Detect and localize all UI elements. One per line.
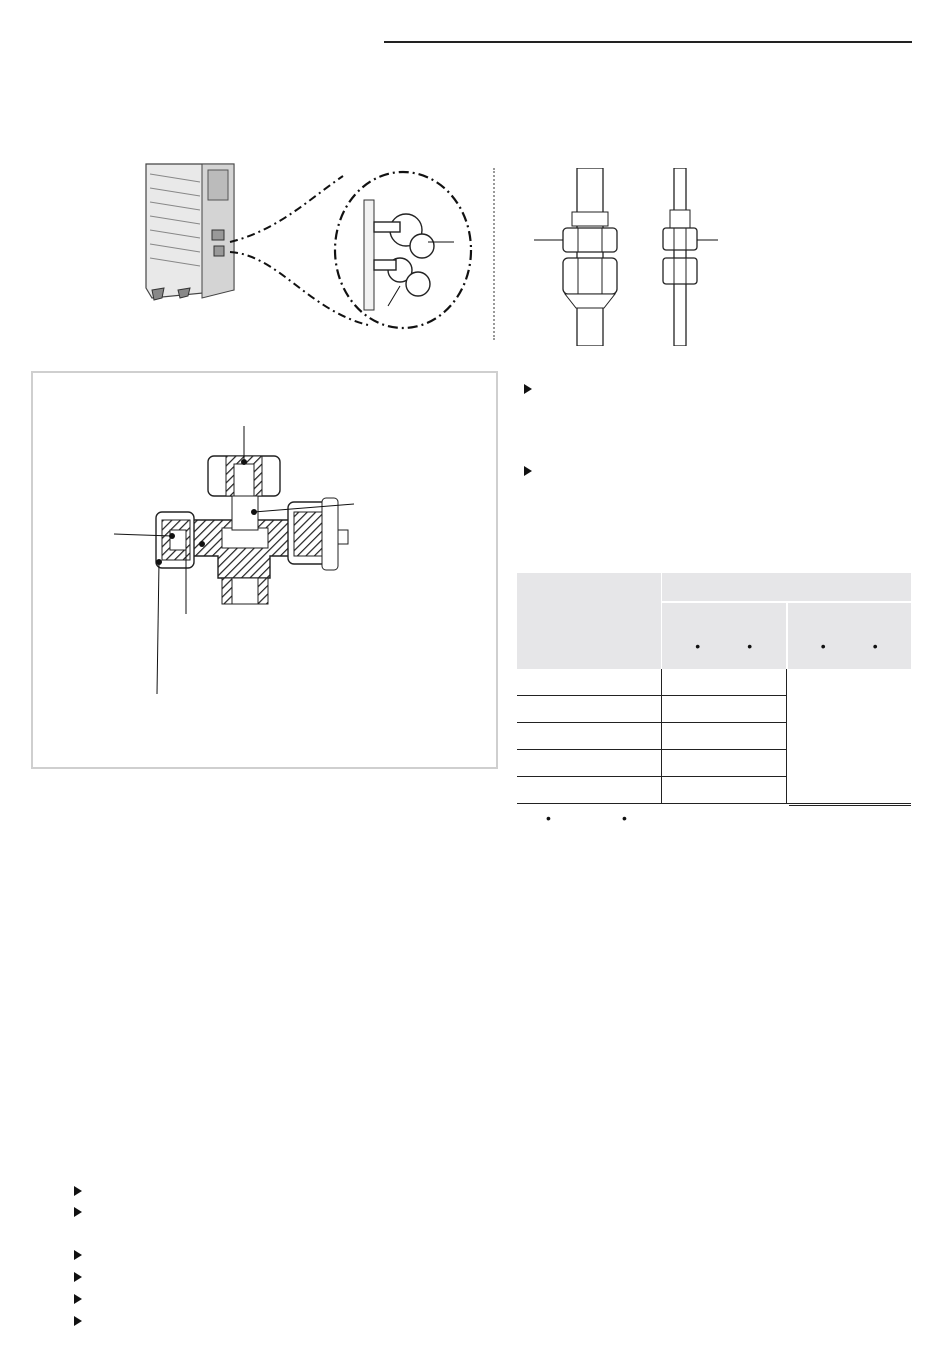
subheader-dot: •: [820, 638, 826, 654]
outdoor-unit-figure: [138, 160, 478, 335]
table-cell: [662, 777, 787, 804]
table-cell: [517, 777, 662, 804]
table-cell: [517, 723, 662, 750]
table-merged-cell: [787, 669, 912, 804]
bullet-marker: [74, 1207, 82, 1217]
table-cell: [662, 669, 787, 696]
table-cell: [662, 723, 787, 750]
bullet-marker: [524, 466, 532, 476]
table-cell: [517, 669, 662, 696]
table-subheader: [662, 602, 787, 669]
flare-nut-connection-icon: [528, 168, 728, 346]
table-cell: [517, 750, 662, 777]
table-bottom-rule: [789, 805, 911, 806]
service-valve-cross-section-icon: [110, 420, 380, 700]
outdoor-unit-service-valve-icon: [138, 160, 478, 335]
bullet-marker: [524, 384, 532, 394]
table-cell: [517, 696, 662, 723]
footnote-dot: •: [546, 810, 551, 826]
table-subheader: [787, 602, 912, 669]
valve-cross-section-figure: [110, 420, 380, 700]
header-rule: [384, 41, 912, 43]
figure-divider: [493, 168, 495, 340]
table-header-left: [517, 573, 662, 669]
footnote-dot: •: [622, 810, 627, 826]
bullet-marker: [74, 1250, 82, 1260]
table-cell: [662, 696, 787, 723]
bullet-marker: [74, 1272, 82, 1282]
subheader-dot: •: [695, 638, 701, 654]
table-cell: [662, 750, 787, 777]
subheader-dot: •: [747, 638, 753, 654]
subheader-dot: •: [872, 638, 878, 654]
table-footnote: [546, 811, 698, 825]
bullet-marker: [74, 1294, 82, 1304]
table-header-group: [662, 573, 912, 602]
torque-table: [517, 573, 911, 804]
bullet-marker: [74, 1186, 82, 1196]
table-row: [517, 669, 911, 696]
bullet-marker: [74, 1316, 82, 1326]
flare-nut-figure: [528, 168, 728, 346]
